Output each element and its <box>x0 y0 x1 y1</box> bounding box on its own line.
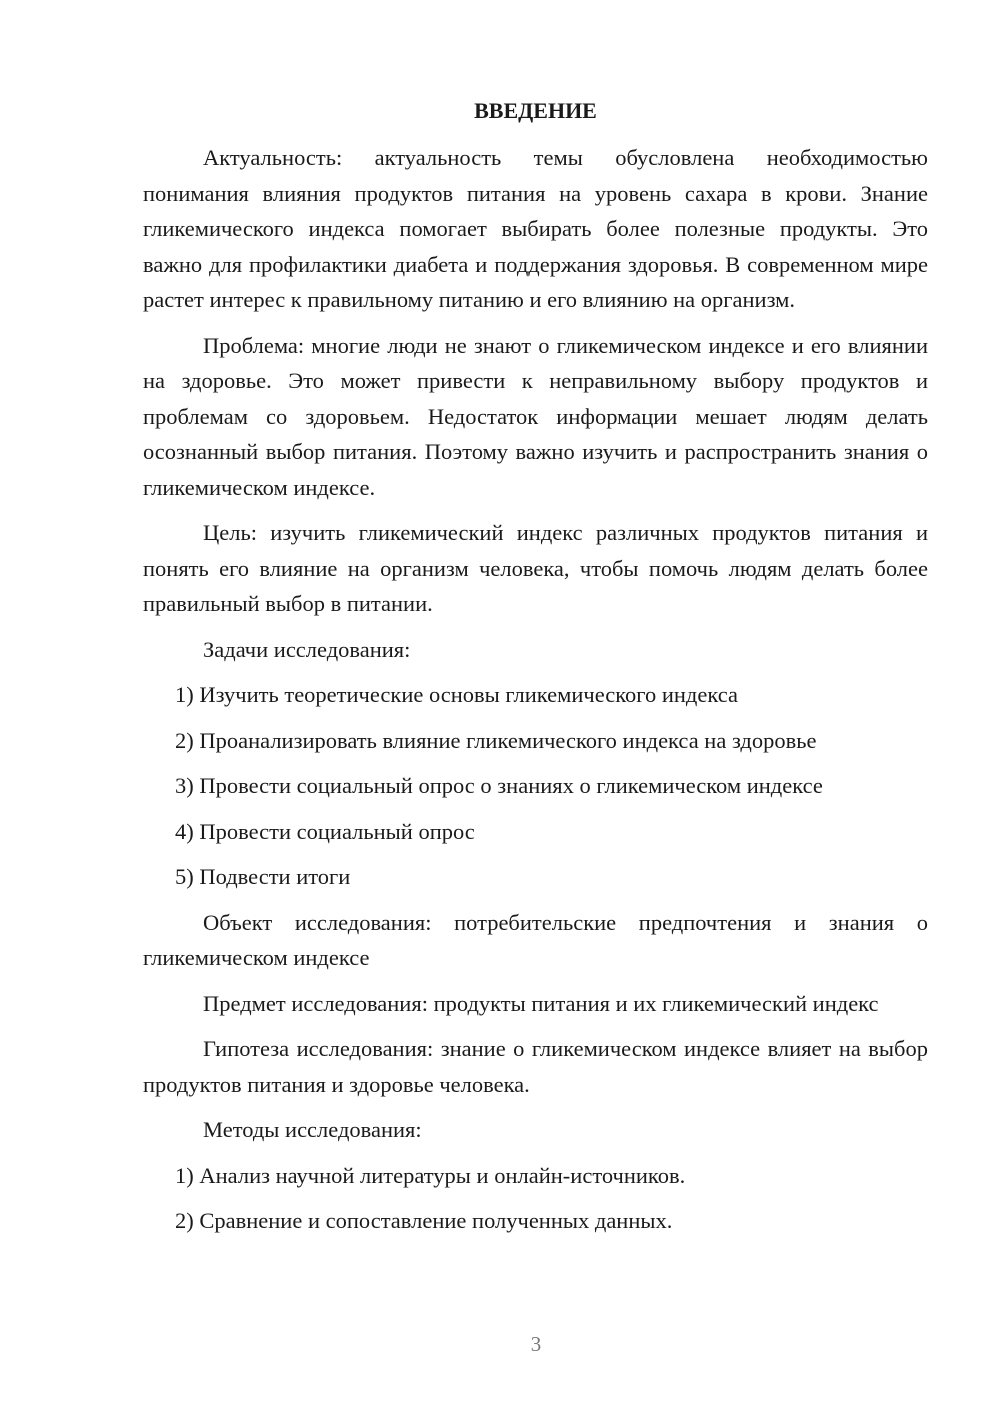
method-item: 1) Анализ научной литературы и онлайн-источников. <box>175 1162 686 1188</box>
object-paragraph: Объект исследования: потребительские предпочтения и знания о гликемическом индексе <box>143 909 928 970</box>
task-item: 2) Проанализировать влияние гликемического индекса на здоровье <box>175 727 817 753</box>
problem-paragraph: Проблема: многие люди не знают о гликемическом индексе и его влиянии на здоровье. Это может привести к неправильному выбору продуктов и проблемам со здоровьем. Недостаток информации мешает людям делать осознанный выбор питания. Поэтому важно изучить и распространить знания о гликемическом индексе. <box>143 332 928 500</box>
document-page <box>143 94 928 1249</box>
methods-heading: Методы исследования: <box>203 1117 422 1142</box>
task-item: 4) Провести социальный опрос <box>175 818 475 844</box>
relevance-paragraph: Актуальность: актуальность темы обусловлена необходимостью понимания влияния продуктов питания на уровень сахара в крови. Знание гликемического индекса помогает выбирать более полезные продукты. Это важно для профилактики диабета и поддержания здоровья. В современном мире растет интерес к правильному питанию и его влиянию на организм. <box>143 145 928 312</box>
section-title: ВВЕДЕНИЕ <box>474 98 597 123</box>
methods-list <box>143 1158 928 1239</box>
method-item: 2) Сравнение и сопоставление полученных данных. <box>175 1208 673 1233</box>
subject-paragraph: Предмет исследования: продукты питания и их гликемический индекс <box>203 990 879 1016</box>
page-number: 3 <box>530 1332 542 1356</box>
tasks-list <box>143 677 928 895</box>
goal-paragraph: Цель: изучить гликемический индекс различных продуктов питания и понять его влияние на организм человека, чтобы помочь людям делать более правильный выбор в питании. <box>143 520 928 616</box>
hypothesis-paragraph: Гипотеза исследования: знание о гликемическом индексе влияет на выбор продуктов питания и здоровье человека. <box>143 1036 928 1097</box>
task-item: 1) Изучить теоретические основы гликемического индекса <box>175 682 738 707</box>
task-item: 3) Провести социальный опрос о знаниях о гликемическом индексе <box>175 773 823 798</box>
tasks-heading: Задачи исследования: <box>203 636 411 662</box>
task-item: 5) Подвести итоги <box>175 864 351 889</box>
